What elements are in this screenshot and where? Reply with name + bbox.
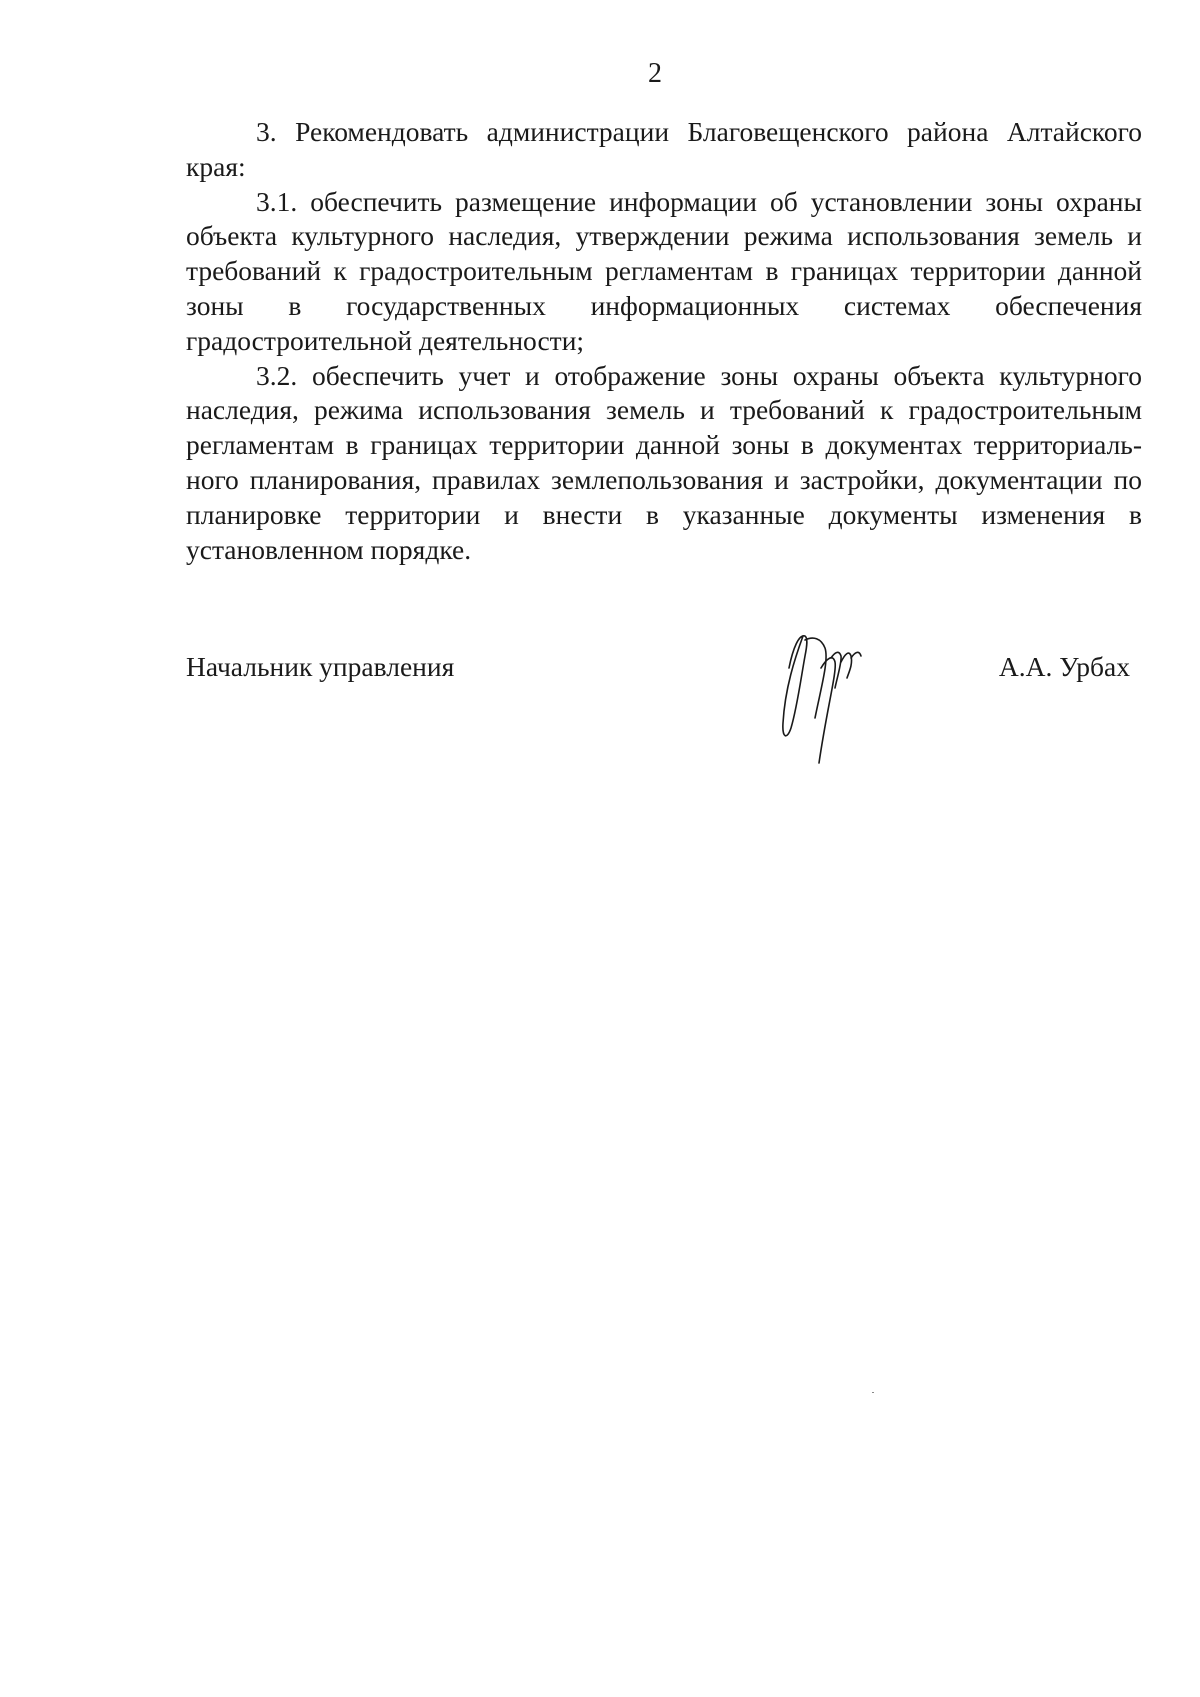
signer-name: А.А. Урбах	[998, 651, 1130, 682]
paragraph-3-2: 3.2. обеспечить учет и отображение зоны охраны объекта культурного наследия, режима использования земель и требований к градостроительным регламентам в границах территории данной зоны в документах территориаль-ного планирования, правилах землепользования и застройки, документации по планировке территории и внести в указанные документы изменения в установленном порядке.	[186, 359, 1142, 565]
page-number: 2	[648, 58, 662, 89]
signature-icon	[775, 628, 895, 773]
document-body	[186, 115, 1142, 567]
scan-speck	[872, 1392, 874, 1393]
paragraph-3: 3. Рекомендовать администрации Благовещенского района Алтайского края:	[186, 116, 1142, 182]
signer-position: Начальник управления	[186, 651, 455, 682]
paragraph-3-1: 3.1. обеспечить размещение информации об установлении зоны охраны объекта культурного наследия, утверждении режима использования земель и требований к градостроительным регламентам в границах территории данной зоны в государственных информационных системах обеспечения градостроительной деятельности;	[186, 185, 1142, 356]
